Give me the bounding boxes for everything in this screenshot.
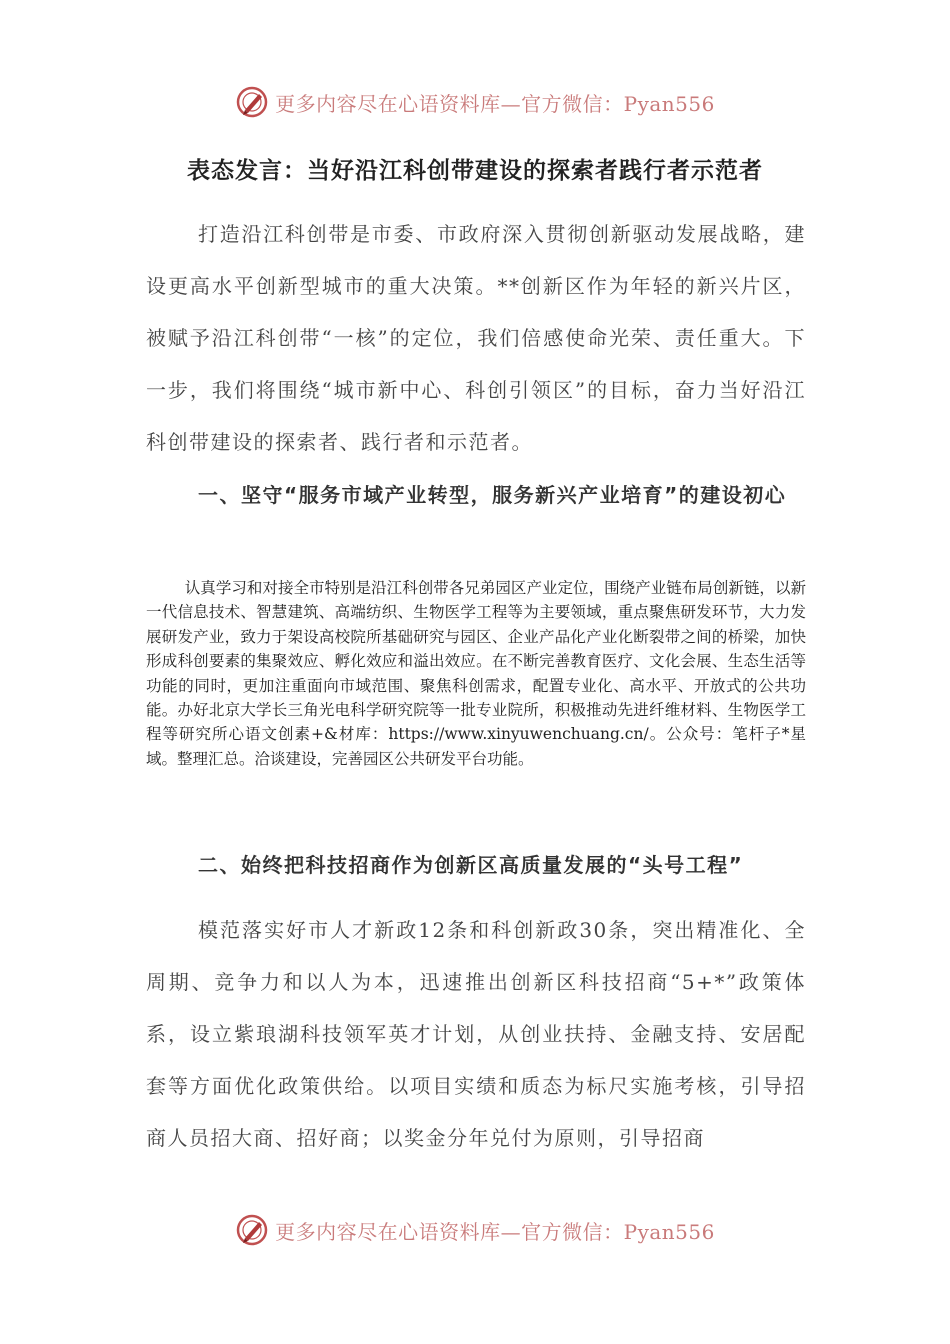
header-banner-text: 更多内容尽在心语资料库—官方微信：Pyan556 [275,91,715,116]
intro-paragraph: 打造沿江科创带是市委、市政府深入贯彻创新驱动发展战略，建设更高水平创新型城市的重大决策。**创新区作为年轻的新兴片区，被赋予沿江科创带“一核”的定位，我们倍感使命光荣、责任重大。下一步，我们将围绕“城市新中心、科创引领区”的目标，奋力当好沿江科创带建设的探索者、践行者和示范者。 [146,222,806,454]
footer-banner-text: 更多内容尽在心语资料库—官方微信：Pyan556 [275,1219,715,1244]
section-1-heading: 一、坚守“服务市域产业转型，服务新兴产业培育”的建设初心 [198,483,787,507]
document-title: 表态发言：当好沿江科创带建设的探索者践行者示范者 [187,158,763,184]
section-1-body: 认真学习和对接全市特别是沿江科创带各兄弟园区产业定位，围绕产业链布局创新链，以新一代信息技术、智慧建筑、高端纺织、生物医学工程等为主要领域，重点聚焦研发环节，大力发展研发产业，致力于架设高校院所基础研究与园区、企业产品化产业化断裂带之间的桥梁，加快形成科创要素的集聚效应、孵化效应和溢出效应。在不断完善教育医疗、文化会展、生态生活等功能的同时，更加注重面向市域范围、聚焦科创需求，配置专业化、高水平、开放式的公共功能。办好北京大学长三角光电科学研究院等一批专业院所，积极推动先进纤维材料、生物医学工程等研究所心语文创素+&材库：https://www.xinyuwenchuang.cn/。公众号：笔杆子*星域。整理汇总。洽谈建设，完善园区公共研发平台功能。 [146,579,806,768]
section-2-body: 模范落实好市人才新政12条和科创新政30条，突出精准化、全周期、竞争力和以人为本，迅速推出创新区科技招商“5+*”政策体系，设立紫琅湖科技领军英才计划，从创业扶持、金融支持、安居配套等方面优化政策供给。以项目实绩和质态为标尺实施考核，引导招商人员招大商、招好商；以奖金分年兑付为原则，引导招商 [146,918,806,1150]
pen-seal-icon [235,85,269,119]
section-2-heading: 二、始终把科技招商作为创新区高质量发展的“头号工程” [198,853,744,877]
footer-banner [0,1208,950,1252]
header-banner [0,80,950,124]
pen-seal-icon [235,1213,269,1247]
